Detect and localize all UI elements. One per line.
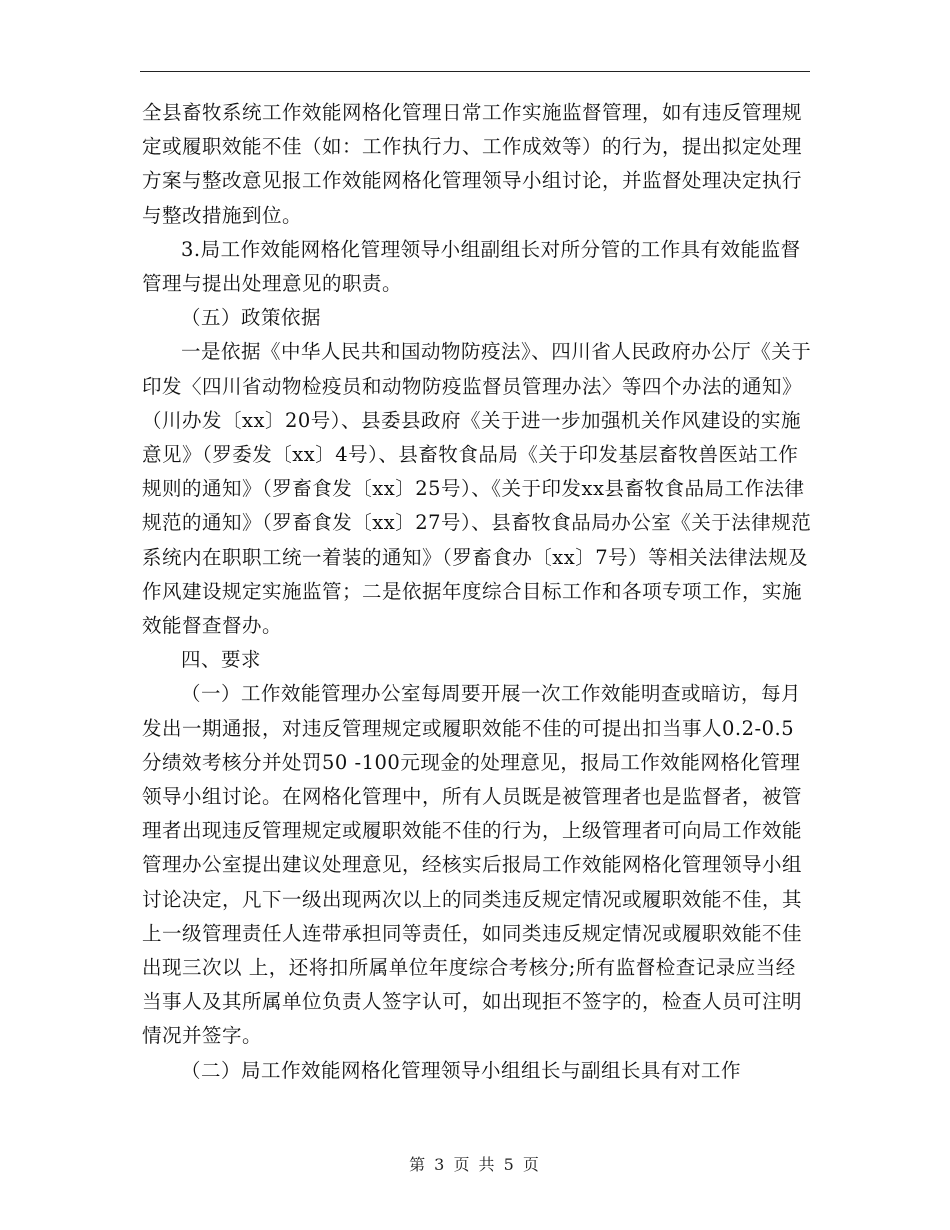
- header-rule: [140, 71, 810, 72]
- paragraph-policy-basis: 一是依据《中华人民共和国动物防疫法》、四川省人民政府办公厅《关于印发〈四川省动物检疫员和动物防疫监督员管理办法〉等四个办法的通知》（川办发〔xx〕20号）、县委县政府《关于进一步加强机关作风建设的实施意见》（罗委发〔xx〕4号）、县畜牧食品局《关于印发基层畜牧兽医站工作规则的通知》（罗畜食发〔xx〕25号）、《关于印发xx县畜牧食品局工作法律规范的通知》（罗畜食发〔xx〕27号）、县畜牧食品局办公室《关于法律规范系统内在职职工统一着装的通知》（罗畜食办〔xx〕7号）等相关法律法规及作风建设规定实施监管；二是依据年度综合目标工作和各项专项工作，实施效能督查督办。: [142, 340, 812, 638]
- paragraph-1: 全县畜牧系统工作效能网格化管理日常工作实施监督管理，如有违反管理规定或履职效能不佳（如：工作执行力、工作成效等）的行为，提出拟定处理方案与整改意见报工作效能网格化管理领导小组讨论，并监督处理决定执行与整改措施到位。: [142, 101, 803, 227]
- document-body: [142, 96, 812, 1088]
- paragraph-requirement-1: （一）工作效能管理办公室每周要开展一次工作效能明查或暗访，每月发出一期通报，对违反管理规定或履职效能不佳的可提出扣当事人0.2-0.5分绩效考核分并处罚50 -100元现金的处理意见，报局工作效能网格化管理领导小组讨论。在网格化管理中，所有人员既是被管理者也是监督者，被管理者出现违反管理规定或履职效能不佳的行为，上级管理者可向局工作效能管理办公室提出建议处理意见，经核实后报局工作效能网格化管理领导小组讨论决定，凡下一级出现两次以上的同类违反规定情况或履职效能不佳，其上一级管理责任人连带承担同等责任，如同类违反规定情况或履职效能不佳出现三次以 上，还将扣所属单位年度综合考核分;所有监督检查记录应当经当事人及其所属单位负责人签字认可，如出现拒不签字的，检查人员可注明情况并签字。: [142, 682, 803, 1048]
- paragraph-2: 3.局工作效能网格化管理领导小组副组长对所分管的工作具有效能监督管理与提出处理意见的职责。: [142, 237, 801, 296]
- paragraph-requirement-2: （二）局工作效能网格化管理领导小组组长与副组长具有对工作: [181, 1058, 742, 1082]
- page-footer: 第 3 页 共 5 页: [409, 1155, 541, 1174]
- section-heading-requirements: 四、要求: [181, 648, 262, 672]
- section-heading-policy-basis: （五）政策依据: [181, 306, 322, 330]
